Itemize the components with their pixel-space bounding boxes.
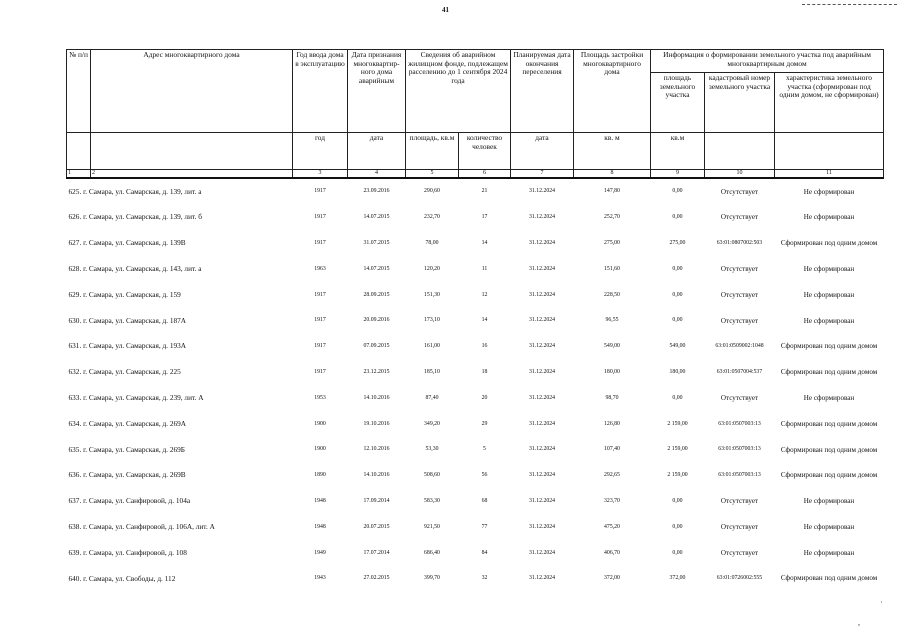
row-recognition-date: 27.02.2015	[363, 575, 390, 582]
scan-mark: ·	[880, 598, 883, 607]
column-number: 4	[348, 170, 406, 178]
row-land-area: 0,00	[672, 498, 683, 505]
column-number: 2	[91, 170, 293, 178]
table-row	[67, 334, 884, 360]
row-people: 56	[481, 472, 488, 479]
row-people: 29	[481, 420, 488, 427]
row-land-area: 2 159,00	[667, 472, 688, 479]
row-area: 290,60	[424, 188, 440, 195]
row-people: 14	[481, 317, 488, 324]
row-number: 625.	[68, 186, 82, 196]
row-number-address	[67, 540, 293, 566]
header-year: Год ввода дома в эксплуатацию	[293, 50, 348, 133]
row-address: г. Самара, ул. Самарская, д. 139, лит. б	[83, 212, 202, 222]
row-address: г. Самара, ул. Самарская, д. 269В	[83, 470, 186, 480]
row-cadastral: 63:01:0509002:1048	[715, 343, 764, 350]
row-number: 631.	[68, 341, 82, 351]
row-land-status: Сформирован под одним домом	[780, 574, 878, 583]
row-address: г. Самара, ул. Санфировой, д. 108	[83, 547, 187, 557]
row-year: 1917	[314, 240, 326, 247]
row-number: 633.	[68, 392, 82, 402]
row-area: 87,40	[425, 394, 439, 401]
row-land-area: 0,00	[672, 317, 683, 324]
row-land-status: Не сформирован	[803, 290, 855, 299]
row-land-status: Сформирован под одним домом	[780, 471, 878, 480]
row-number-address	[67, 308, 293, 334]
page-number: 41	[442, 6, 449, 14]
row-year: 1890	[314, 472, 326, 479]
row-recognition-date: 07.09.2015	[363, 343, 390, 350]
row-recognition-date: 14.10.2016	[363, 394, 390, 401]
row-built-area: 98,70	[605, 394, 619, 401]
row-recognition-date: 19.10.2016	[363, 420, 390, 427]
row-planned-date: 31.12.2024	[528, 523, 556, 530]
table-row	[67, 488, 884, 514]
row-area: 173,10	[424, 317, 440, 324]
row-recognition-date: 17.07.2014	[363, 549, 390, 556]
row-recognition-date: 23.12.2015	[363, 369, 390, 376]
table-row	[67, 178, 884, 205]
header-built-area: Площадь застройки многоквартирного дома	[574, 50, 651, 133]
row-year: 1917	[314, 343, 326, 350]
row-built-area: 228,50	[604, 291, 620, 298]
unit-date2: дата	[511, 133, 574, 170]
row-land-status: Не сформирован	[803, 187, 855, 196]
header-address: Адрес многоквартирного дома	[91, 50, 293, 133]
row-address: г. Самара, ул. Самарская, д. 187А	[83, 315, 187, 325]
column-number: 9	[651, 170, 705, 178]
row-number: 637.	[68, 496, 82, 506]
row-cadastral: 63:01:0507003:13	[718, 420, 761, 427]
row-number-address	[67, 437, 293, 463]
row-year: 1917	[314, 188, 326, 195]
column-number: 8	[574, 170, 651, 178]
row-year: 1900	[314, 420, 326, 427]
row-address: г. Самара, ул. Свободы, д. 112	[83, 573, 176, 583]
row-built-area: 96,55	[605, 317, 619, 324]
table-row	[67, 385, 884, 411]
row-land-status: Не сформирован	[803, 548, 855, 557]
row-planned-date: 31.12.2024	[528, 498, 556, 505]
row-number-address	[67, 463, 293, 489]
row-land-status: Не сформирован	[803, 316, 855, 325]
table-row	[67, 205, 884, 231]
row-land-area: 372,00	[669, 575, 686, 582]
row-area: 185,10	[424, 369, 440, 376]
emergency-housing-table	[66, 49, 884, 592]
table-row	[67, 437, 884, 463]
row-recognition-date: 28.09.2015	[363, 291, 390, 298]
header-characteristic: характеристика земельного участка (сформирован под одним домом, не сформирован)	[775, 73, 884, 133]
unit-year: год	[293, 133, 348, 170]
row-year: 1917	[314, 317, 326, 324]
row-cadastral: 63:01:0507004:537	[716, 369, 763, 376]
row-land-status: Сформирован под одним домом	[780, 342, 878, 351]
row-land-status: Сформирован под одним домом	[780, 445, 878, 454]
row-number-address	[67, 230, 293, 256]
row-number-address	[67, 205, 293, 231]
row-planned-date: 31.12.2024	[528, 369, 556, 376]
row-cadastral: Отсутствует	[720, 213, 759, 222]
row-land-area: 180,00	[669, 369, 686, 376]
row-address: г. Самара, ул. Самарская, д. 269А	[83, 418, 187, 428]
row-people: 32	[481, 575, 488, 582]
row-people: 84	[481, 549, 488, 556]
column-number: 3	[293, 170, 348, 178]
row-address: г. Самара, ул. Самарская, д. 139В	[83, 238, 186, 248]
header-recognition-date: Дата признания многоквартир-ного дома аварийным	[348, 50, 406, 133]
row-built-area: 292,65	[604, 472, 620, 479]
row-number: 627.	[68, 238, 82, 248]
row-address: г. Самара, ул. Санфировой, д. 104а	[83, 496, 191, 506]
row-address: г. Самара, ул. Самарская, д. 193А	[83, 341, 187, 351]
row-number: 629.	[68, 289, 82, 299]
row-built-area: 372,00	[604, 575, 620, 582]
header-fund: Сведения об аварийном жилищном фонде, подлежащем расселению до 1 сентября 2024 года	[406, 50, 511, 133]
row-year: 1948	[314, 523, 326, 530]
row-land-status: Не сформирован	[803, 213, 855, 222]
row-land-area: 275,00	[669, 240, 686, 247]
row-land-area: 0,00	[672, 394, 683, 401]
row-year: 1917	[314, 369, 326, 376]
table-row	[67, 256, 884, 282]
row-number-address	[67, 359, 293, 385]
row-land-area: 549,00	[669, 343, 686, 350]
row-recognition-date: 14.07.2015	[363, 214, 390, 221]
row-built-area: 107,40	[604, 446, 620, 453]
row-land-area: 0,00	[672, 523, 683, 530]
row-cadastral: Отсутствует	[720, 522, 759, 531]
row-number: 639.	[68, 547, 82, 557]
row-number-address	[67, 385, 293, 411]
row-year: 1953	[314, 394, 326, 401]
row-recognition-date: 20.07.2015	[363, 523, 390, 530]
row-cadastral: Отсутствует	[720, 187, 759, 196]
row-number-address	[67, 178, 293, 205]
column-number: 7	[511, 170, 574, 178]
table-row	[67, 566, 884, 592]
row-built-area: 126,80	[604, 420, 620, 427]
row-area: 161,00	[424, 343, 440, 350]
row-built-area: 147,80	[604, 188, 620, 195]
row-recognition-date: 14.07.2015	[363, 265, 390, 272]
row-cadastral: Отсутствует	[720, 290, 759, 299]
table-row	[67, 359, 884, 385]
row-number-address	[67, 411, 293, 437]
row-planned-date: 31.12.2024	[528, 420, 556, 427]
row-area: 583,30	[424, 498, 440, 505]
table-row	[67, 514, 884, 540]
row-area: 78,00	[425, 240, 439, 247]
row-cadastral: Отсутствует	[720, 548, 759, 557]
row-planned-date: 31.12.2024	[528, 575, 556, 582]
row-number: 634.	[68, 418, 82, 428]
table-row	[67, 230, 884, 256]
table-row	[67, 540, 884, 566]
header-cadastral: кадастровый номер земельного участка	[705, 73, 775, 133]
row-year: 1949	[314, 549, 326, 556]
column-number: 5	[406, 170, 459, 178]
column-number: 6	[459, 170, 511, 178]
row-address: г. Самара, ул. Санфировой, д. 106А, лит. А	[83, 521, 215, 531]
row-land-area: 0,00	[672, 291, 683, 298]
row-land-area: 2 159,00	[667, 446, 688, 453]
row-cadastral: 63:01:0507003:13	[718, 446, 761, 453]
header-num: № п/п	[67, 50, 91, 133]
row-cadastral: 63:01:0507003:13	[718, 472, 761, 479]
unit-area: площадь, кв.м	[406, 133, 459, 170]
row-number: 630.	[68, 315, 82, 325]
header-land-area: площадь земельного участка	[651, 73, 705, 133]
row-people: 16	[481, 343, 488, 350]
row-recognition-date: 31.07.2015	[363, 240, 390, 247]
row-people: 20	[481, 394, 488, 401]
header-land-info: Информация о формировании земельного участка под аварийным многоквартирным домом	[651, 50, 884, 73]
row-cadastral: Отсутствует	[720, 497, 759, 506]
row-land-status: Сформирован под одним домом	[780, 239, 878, 248]
row-land-area: 0,00	[672, 549, 683, 556]
row-cadastral: 63:01:0726002:555	[716, 575, 763, 582]
row-address: г. Самара, ул. Самарская, д. 143, лит. а	[83, 263, 202, 273]
column-number: 11	[775, 170, 884, 178]
row-address: г. Самара, ул. Самарская, д. 225	[83, 367, 181, 377]
row-built-area: 475,20	[604, 523, 620, 530]
row-address: г. Самара, ул. Самарская, д. 239, лит. А	[83, 392, 204, 402]
row-cadastral: Отсутствует	[720, 393, 759, 402]
row-area: 399,70	[424, 575, 440, 582]
row-land-status: Сформирован под одним домом	[780, 368, 878, 377]
row-number: 636.	[68, 470, 82, 480]
row-cadastral: Отсутствует	[720, 264, 759, 273]
unit-sqm: кв. м	[574, 133, 651, 170]
row-land-area: 2 159,00	[667, 420, 688, 427]
row-people: 12	[481, 291, 488, 298]
row-people: 14	[481, 240, 488, 247]
row-number: 635.	[68, 444, 82, 454]
row-cadastral: Отсутствует	[720, 316, 759, 325]
column-number: 1	[67, 170, 91, 178]
row-address: г. Самара, ул. Самарская, д. 139, лит. а	[83, 186, 202, 196]
row-land-area: 0,00	[672, 214, 683, 221]
row-address: г. Самара, ул. Самарская, д. 159	[83, 289, 181, 299]
scan-mark: ,	[858, 618, 860, 627]
row-people: 17	[481, 214, 488, 221]
unit-sqm2: кв.м	[651, 133, 705, 170]
row-planned-date: 31.12.2024	[528, 394, 556, 401]
table-row	[67, 463, 884, 489]
row-number-address	[67, 334, 293, 360]
row-land-area: 0,00	[672, 188, 683, 195]
row-planned-date: 31.12.2024	[528, 472, 556, 479]
row-planned-date: 31.12.2024	[528, 446, 556, 453]
row-area: 349,20	[424, 420, 440, 427]
unit-people: количество человек	[459, 133, 511, 170]
row-year: 1943	[314, 575, 326, 582]
row-built-area: 275,00	[604, 240, 620, 247]
row-number-address	[67, 282, 293, 308]
row-land-status: Не сформирован	[803, 393, 855, 402]
row-planned-date: 31.12.2024	[528, 265, 556, 272]
row-recognition-date: 17.09.2014	[363, 498, 390, 505]
row-address: г. Самара, ул. Самарская, д. 269Б	[83, 444, 185, 454]
row-people: 21	[481, 188, 488, 195]
row-built-area: 151,60	[604, 265, 620, 272]
row-area: 53,30	[425, 446, 439, 453]
row-area: 686,40	[424, 549, 440, 556]
row-built-area: 252,70	[604, 214, 620, 221]
row-number: 626.	[68, 212, 82, 222]
row-year: 1963	[314, 265, 326, 272]
column-number: 10	[705, 170, 775, 178]
row-year: 1900	[314, 446, 326, 453]
header-planned-date: Планируемая дата окончания переселения	[511, 50, 574, 133]
row-people: 77	[481, 523, 488, 530]
row-built-area: 549,00	[604, 343, 620, 350]
row-number: 628.	[68, 263, 82, 273]
row-area: 232,70	[424, 214, 440, 221]
row-planned-date: 31.12.2024	[528, 188, 556, 195]
row-number: 640.	[68, 573, 82, 583]
scan-artifact-line	[802, 4, 897, 5]
row-planned-date: 31.12.2024	[528, 549, 556, 556]
row-area: 151,30	[424, 291, 440, 298]
row-planned-date: 31.12.2024	[528, 343, 556, 350]
row-people: 11	[481, 265, 488, 272]
row-number-address	[67, 566, 293, 592]
row-land-status: Сформирован под одним домом	[780, 419, 878, 428]
table-row	[67, 308, 884, 334]
row-land-status: Не сформирован	[803, 264, 855, 273]
row-planned-date: 31.12.2024	[528, 291, 556, 298]
row-built-area: 180,00	[604, 369, 620, 376]
row-people: 5	[483, 446, 486, 453]
table-row	[67, 282, 884, 308]
row-number: 638.	[68, 521, 82, 531]
row-people: 68	[481, 498, 488, 505]
row-area: 508,60	[424, 472, 440, 479]
row-people: 18	[481, 369, 488, 376]
row-area: 921,50	[424, 523, 440, 530]
row-recognition-date: 20.09.2016	[363, 317, 390, 324]
row-built-area: 323,70	[604, 498, 620, 505]
row-built-area: 406,70	[604, 549, 620, 556]
row-number-address	[67, 514, 293, 540]
row-recognition-date: 14.10.2016	[363, 472, 390, 479]
row-planned-date: 31.12.2024	[528, 317, 556, 324]
row-year: 1917	[314, 214, 326, 221]
row-recognition-date: 12.10.2016	[363, 446, 390, 453]
row-land-status: Не сформирован	[803, 497, 855, 506]
row-number: 632.	[68, 367, 82, 377]
row-year: 1917	[314, 291, 326, 298]
row-year: 1948	[314, 498, 326, 505]
row-land-area: 0,00	[672, 265, 683, 272]
row-planned-date: 31.12.2024	[528, 214, 556, 221]
row-cadastral: 63:01:0807002:503	[716, 240, 763, 247]
row-recognition-date: 23.09.2016	[363, 188, 390, 195]
table-row	[67, 411, 884, 437]
unit-date: дата	[348, 133, 406, 170]
row-land-status: Не сформирован	[803, 522, 855, 531]
row-area: 120,20	[424, 265, 440, 272]
row-number-address	[67, 256, 293, 282]
row-planned-date: 31.12.2024	[528, 240, 556, 247]
row-number-address	[67, 488, 293, 514]
